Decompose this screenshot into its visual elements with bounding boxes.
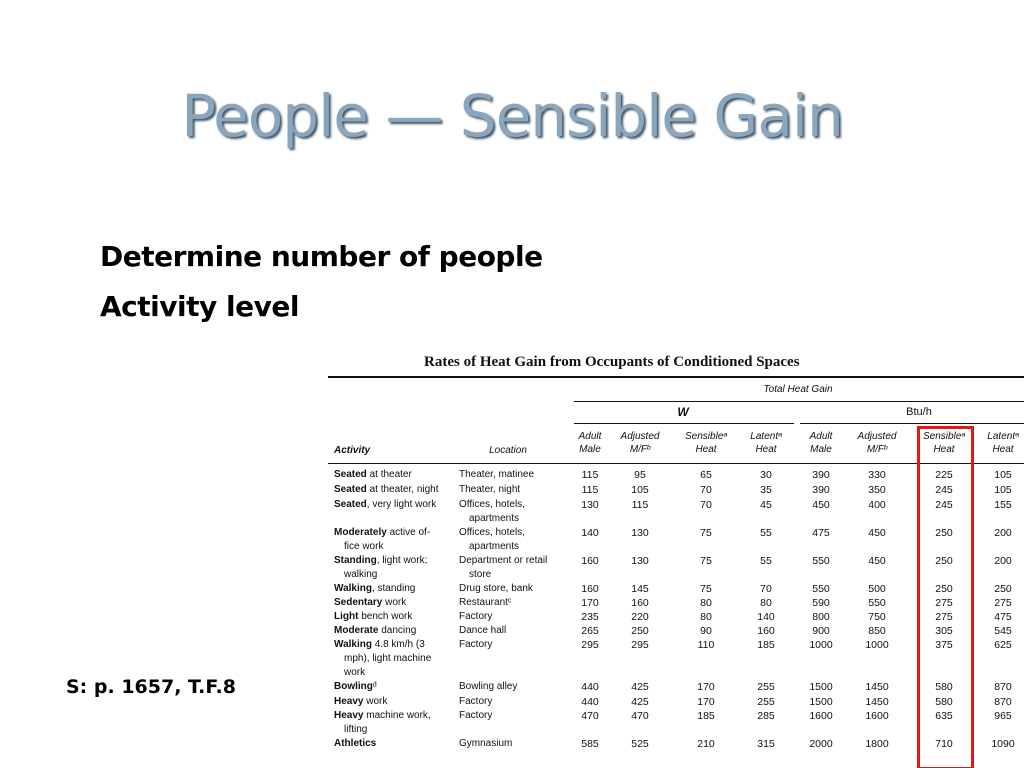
cell-w-adjusted: 250 — [631, 625, 649, 637]
cell-btu-adjusted: 1600 — [865, 710, 889, 722]
cell-btu-adult-male: 390 — [812, 484, 830, 496]
cell-btu-adult-male: 475 — [812, 527, 830, 539]
cell-btu-adjusted: 1450 — [865, 681, 889, 693]
row-location: Restaurantᶜ — [459, 597, 512, 608]
row-activity: Athletics — [334, 738, 377, 749]
cell-w-adult-male: 170 — [581, 597, 599, 609]
cell-btu-latent: 965 — [994, 710, 1012, 722]
header-location: Location — [489, 445, 527, 456]
row-activity: Heavy work — [334, 696, 388, 707]
cell-btu-sensible: 225 — [935, 469, 953, 481]
row-activity: Light bench work — [334, 611, 413, 622]
cell-w-latent: 315 — [757, 738, 775, 750]
cell-btu-adjusted: 1800 — [865, 738, 889, 750]
cell-btu-latent: 625 — [994, 639, 1012, 651]
cell-btu-sensible: 635 — [935, 710, 953, 722]
cell-w-sensible: 185 — [697, 710, 715, 722]
cell-btu-adult-male: 450 — [812, 499, 830, 511]
cell-btu-sensible: 305 — [935, 625, 953, 637]
cell-btu-sensible: 245 — [935, 484, 953, 496]
row-location: Theater, matinee — [459, 469, 535, 480]
row-location: Factory — [459, 611, 493, 622]
total-heat-gain-rule — [574, 401, 1024, 402]
cell-w-latent: 30 — [760, 469, 772, 481]
cell-w-adult-male: 160 — [581, 555, 599, 567]
cell-w-latent: 35 — [760, 484, 772, 496]
cell-btu-latent: 1090 — [991, 738, 1015, 750]
row-location: Offices, hotels, apartments — [459, 499, 525, 524]
cell-w-adjusted: 220 — [631, 611, 649, 623]
cell-btu-adjusted: 1000 — [865, 639, 889, 651]
cell-btu-sensible: 710 — [935, 738, 953, 750]
cell-w-latent: 45 — [760, 499, 772, 511]
row-activity: Walking, standing — [334, 583, 416, 594]
row-activity: Bowlingᵈ — [334, 681, 377, 692]
cell-w-adjusted: 145 — [631, 583, 649, 595]
cell-btu-sensible: 250 — [935, 555, 953, 567]
row-location: Gymnasium — [459, 738, 513, 749]
cell-w-latent: 255 — [757, 681, 775, 693]
cell-btu-latent: 155 — [994, 499, 1012, 511]
cell-w-adult-male: 440 — [581, 696, 599, 708]
cell-w-sensible: 170 — [697, 681, 715, 693]
cell-btu-adult-male: 550 — [812, 583, 830, 595]
cell-w-sensible: 75 — [700, 527, 712, 539]
row-activity: Heavy machine work, lifting — [334, 710, 431, 735]
cell-btu-latent: 870 — [994, 681, 1012, 693]
cell-w-adult-male: 470 — [581, 710, 599, 722]
slide-title: People — Sensible Gain — [181, 82, 843, 150]
header-activity: Activity — [334, 445, 371, 456]
w-rule — [574, 423, 794, 424]
cell-btu-adult-male: 590 — [812, 597, 830, 609]
unit-watts: W — [677, 405, 689, 419]
cell-btu-latent: 870 — [994, 696, 1012, 708]
row-activity: Walking 4.8 km/h (3 mph), light machine work — [334, 639, 432, 678]
cell-btu-adult-male: 2000 — [809, 738, 833, 750]
cell-w-adult-male: 295 — [581, 639, 599, 651]
table-title: Rates of Heat Gain from Occupants of Conditioned Spaces — [424, 354, 800, 370]
cell-btu-sensible: 580 — [935, 681, 953, 693]
cell-btu-sensible: 250 — [935, 583, 953, 595]
cell-btu-adjusted: 330 — [868, 469, 886, 481]
header-btu-adult-male: Adult Male — [809, 431, 833, 455]
cell-w-sensible: 65 — [700, 469, 712, 481]
header-w-adjusted: Adjusted M/Fᵇ — [620, 431, 660, 455]
cell-w-sensible: 70 — [700, 499, 712, 511]
row-location: Drug store, bank — [459, 583, 533, 594]
cell-btu-latent: 475 — [994, 611, 1012, 623]
cell-w-adult-male: 115 — [581, 469, 599, 481]
cell-w-adult-male: 140 — [581, 527, 599, 539]
row-activity: Seated at theater, night — [334, 484, 439, 495]
cell-w-adult-male: 115 — [581, 484, 599, 496]
cell-btu-adult-male: 1000 — [809, 639, 833, 651]
cell-w-adjusted: 95 — [634, 469, 646, 481]
cell-w-latent: 160 — [757, 625, 775, 637]
header-btu-sensible: Sensibleᵃ Heat — [923, 431, 965, 455]
cell-w-adjusted: 160 — [631, 597, 649, 609]
cell-btu-adjusted: 400 — [868, 499, 886, 511]
cell-btu-sensible: 250 — [935, 527, 953, 539]
cell-w-latent: 80 — [760, 597, 772, 609]
cell-w-adjusted: 130 — [631, 555, 649, 567]
row-activity: Moderate dancing — [334, 625, 417, 636]
table-top-rule — [328, 376, 1024, 378]
header-w-sensible: Sensibleᵃ Heat — [685, 431, 727, 455]
cell-btu-latent: 250 — [994, 583, 1012, 595]
sensible-heat-highlight — [917, 426, 974, 768]
cell-btu-adult-male: 390 — [812, 469, 830, 481]
cell-btu-latent: 275 — [994, 597, 1012, 609]
cell-btu-sensible: 275 — [935, 597, 953, 609]
cell-btu-adjusted: 550 — [868, 597, 886, 609]
cell-btu-adjusted: 750 — [868, 611, 886, 623]
cell-w-sensible: 75 — [700, 555, 712, 567]
cell-btu-adjusted: 450 — [868, 527, 886, 539]
bullet-number-of-people: Determine number of people — [100, 240, 543, 273]
row-location: Factory — [459, 696, 493, 707]
cell-w-adult-male: 265 — [581, 625, 599, 637]
cell-w-adjusted: 115 — [631, 499, 649, 511]
cell-btu-adjusted: 850 — [868, 625, 886, 637]
row-activity: Moderately active of- fice work — [334, 527, 431, 552]
cell-btu-latent: 200 — [994, 527, 1012, 539]
bullet-activity-level: Activity level — [100, 290, 299, 323]
cell-btu-adult-male: 550 — [812, 555, 830, 567]
cell-w-sensible: 210 — [697, 738, 715, 750]
cell-w-adjusted: 470 — [631, 710, 649, 722]
cell-w-adjusted: 425 — [631, 696, 649, 708]
cell-w-sensible: 80 — [700, 611, 712, 623]
cell-btu-latent: 105 — [994, 484, 1012, 496]
cell-btu-latent: 200 — [994, 555, 1012, 567]
cell-w-adjusted: 130 — [631, 527, 649, 539]
row-location: Bowling alley — [459, 681, 518, 692]
bullet-list — [100, 232, 543, 332]
source-reference: S: p. 1657, T.F.8 — [66, 676, 236, 698]
cell-w-adjusted: 525 — [631, 738, 649, 750]
header-w-latent: Latentᵃ Heat — [750, 431, 782, 455]
header-w-adult-male: Adult Male — [578, 431, 602, 455]
cell-btu-adjusted: 350 — [868, 484, 886, 496]
cell-w-latent: 255 — [757, 696, 775, 708]
cell-w-sensible: 110 — [697, 639, 715, 651]
cell-w-adjusted: 295 — [631, 639, 649, 651]
cell-btu-adjusted: 450 — [868, 555, 886, 567]
cell-w-latent: 140 — [757, 611, 775, 623]
cell-btu-adult-male: 1500 — [809, 696, 833, 708]
cell-btu-sensible: 375 — [935, 639, 953, 651]
cell-w-sensible: 90 — [700, 625, 712, 637]
cell-w-latent: 185 — [757, 639, 775, 651]
cell-btu-latent: 545 — [994, 625, 1012, 637]
cell-w-latent: 285 — [757, 710, 775, 722]
cell-w-adult-male: 440 — [581, 681, 599, 693]
row-location: Factory — [459, 710, 493, 721]
cell-btu-sensible: 245 — [935, 499, 953, 511]
row-location: Offices, hotels, apartments — [459, 527, 525, 552]
row-activity: Sedentary work — [334, 597, 407, 608]
cell-btu-adult-male: 1600 — [809, 710, 833, 722]
cell-btu-adult-male: 900 — [812, 625, 830, 637]
row-activity: Seated at theater — [334, 469, 412, 480]
cell-btu-adult-male: 1500 — [809, 681, 833, 693]
cell-w-latent: 70 — [760, 583, 772, 595]
cell-w-adult-male: 160 — [581, 583, 599, 595]
row-activity: Standing, light work; walking — [334, 555, 428, 580]
cell-w-sensible: 80 — [700, 597, 712, 609]
unit-btu: Btu/h — [906, 406, 932, 418]
btu-rule — [800, 423, 1024, 424]
cell-btu-sensible: 580 — [935, 696, 953, 708]
cell-w-adult-male: 235 — [581, 611, 599, 623]
cell-w-latent: 55 — [760, 527, 772, 539]
header-btu-adjusted: Adjusted M/Fᵇ — [857, 431, 897, 455]
row-activity: Seated, very light work — [334, 499, 437, 510]
row-location: Dance hall — [459, 625, 507, 636]
cell-w-adult-male: 130 — [581, 499, 599, 511]
cell-btu-adjusted: 1450 — [865, 696, 889, 708]
cell-btu-adjusted: 500 — [868, 583, 886, 595]
cell-btu-latent: 105 — [994, 469, 1012, 481]
cell-btu-sensible: 275 — [935, 611, 953, 623]
total-heat-gain-label: Total Heat Gain — [763, 384, 833, 395]
cell-w-sensible: 70 — [700, 484, 712, 496]
header-btu-latent: Latentᵃ Heat — [987, 431, 1019, 455]
cell-w-adjusted: 105 — [631, 484, 649, 496]
cell-w-latent: 55 — [760, 555, 772, 567]
cell-w-adjusted: 425 — [631, 681, 649, 693]
cell-w-sensible: 75 — [700, 583, 712, 595]
row-location: Department or retail store — [459, 555, 548, 580]
heat-gain-table-scan — [328, 350, 1024, 768]
row-location: Factory — [459, 639, 493, 650]
cell-w-adult-male: 585 — [581, 738, 599, 750]
row-location: Theater, night — [459, 484, 521, 495]
cell-w-sensible: 170 — [697, 696, 715, 708]
cell-btu-adult-male: 800 — [812, 611, 830, 623]
